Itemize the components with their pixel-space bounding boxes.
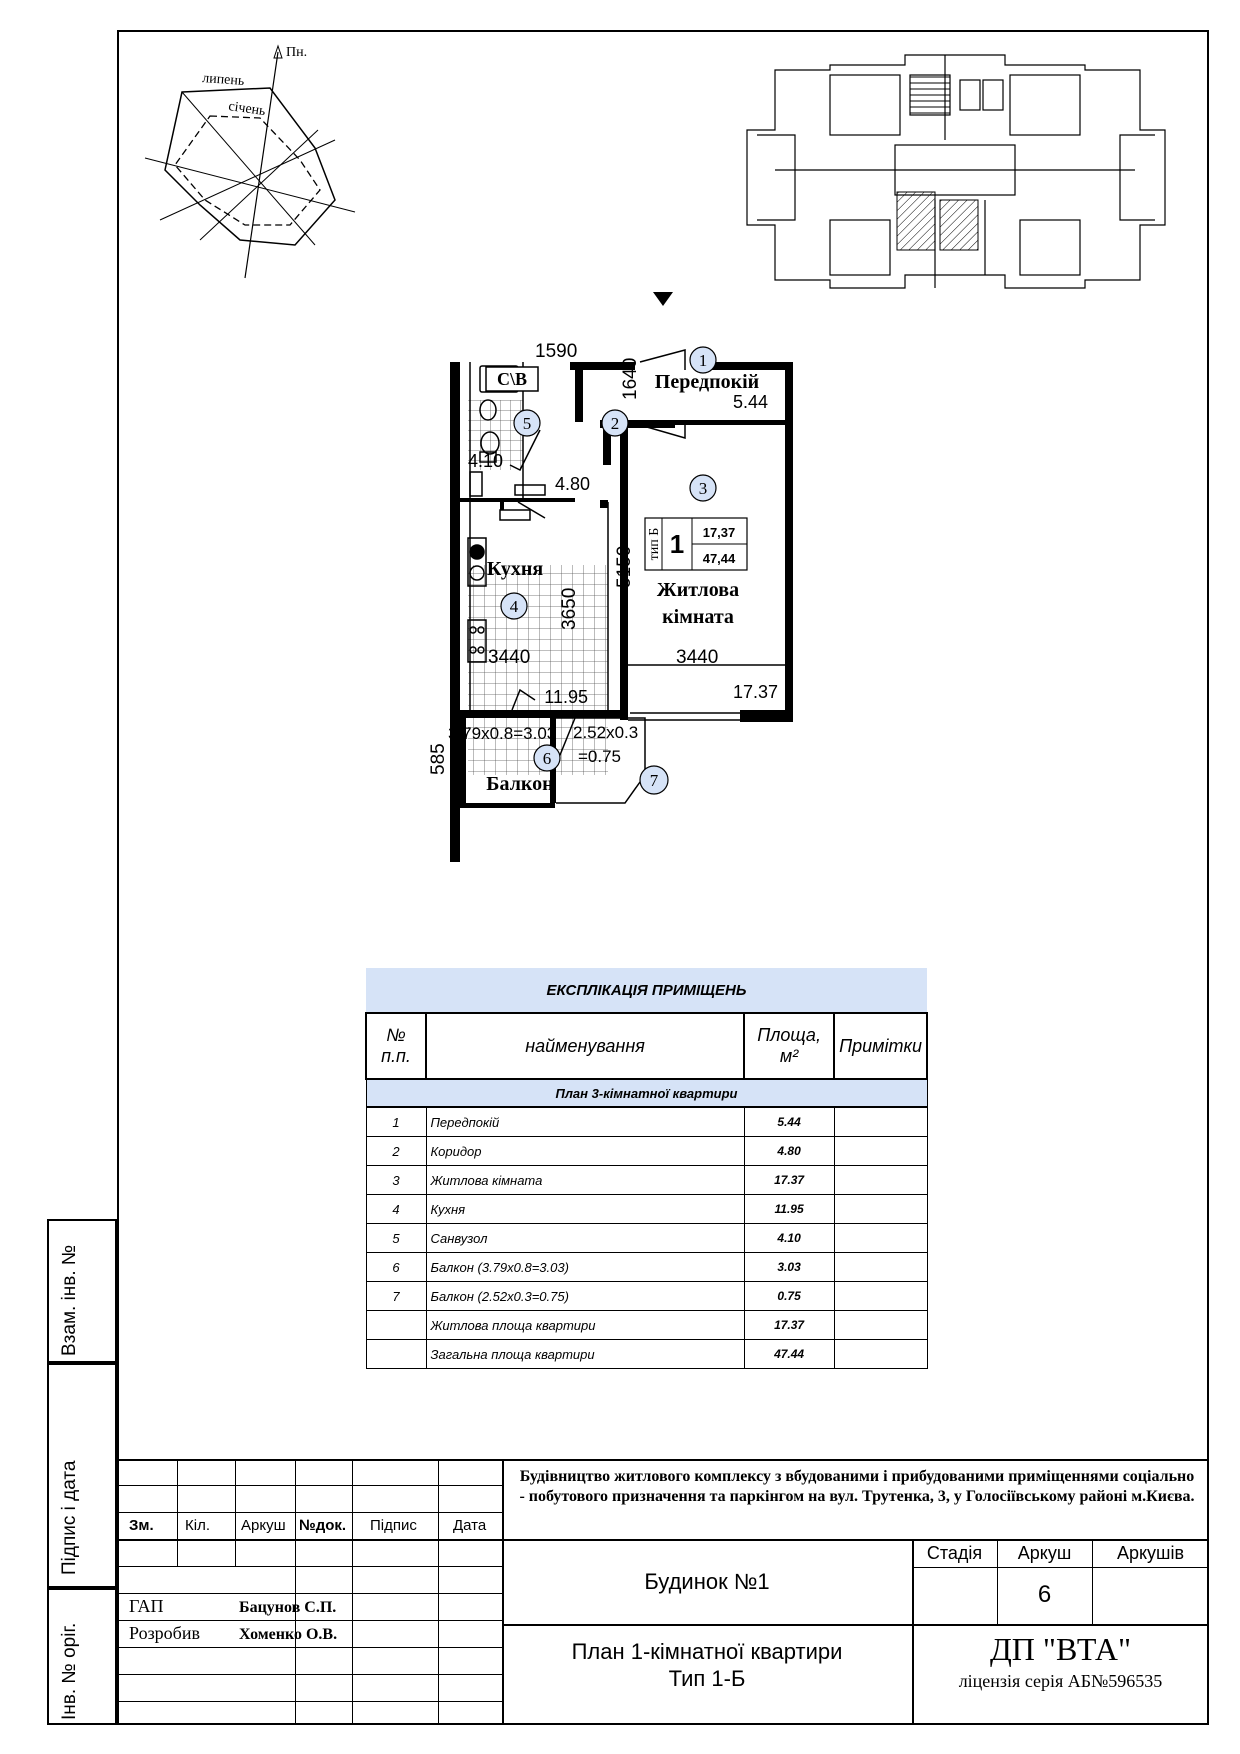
explication-header-num: № п.п. bbox=[366, 1013, 426, 1079]
license-text: ліцензія серія АБ№596535 bbox=[958, 1671, 1163, 1691]
explication-header-name: найменування bbox=[426, 1013, 744, 1079]
room-3-area: 17.37 bbox=[732, 682, 778, 702]
room-3-name-line2: кімната bbox=[662, 606, 734, 628]
gap-name: Бацунов С.П. bbox=[239, 1599, 337, 1616]
table-row: 1 Передпокій 5.44 bbox=[366, 1107, 927, 1137]
explication-header-notes: Примітки bbox=[834, 1013, 927, 1079]
room-6-name: Балкон bbox=[486, 773, 554, 795]
key-plan-apartment-highlight bbox=[897, 192, 935, 250]
bathtub-label: С\В bbox=[496, 369, 528, 389]
col-zm: Зм. bbox=[129, 1517, 154, 1534]
side-pidpys-label: Підпис і дата bbox=[59, 1460, 80, 1575]
col-arkush: Аркуш bbox=[241, 1517, 286, 1534]
stamp-rooms: 1 bbox=[669, 529, 685, 559]
room-explication-table bbox=[365, 968, 928, 1369]
dim-585: 585 bbox=[428, 743, 449, 775]
sheets-header: Аркушів bbox=[1116, 1543, 1185, 1563]
room-6-formula: 3.79x0.8=3.03 bbox=[448, 724, 557, 743]
room-2-number: 2 bbox=[610, 414, 620, 433]
table-row: Загальна площа квартири 47.44 bbox=[366, 1340, 927, 1369]
room-3-number: 3 bbox=[698, 479, 708, 498]
room-4-area: 11.95 bbox=[544, 687, 588, 707]
explication-subheader: План 3-кімнатної квартири bbox=[366, 1079, 927, 1107]
sheet-header: Аркуш bbox=[1017, 1543, 1072, 1563]
table-row: 7 Балкон (2.52x0.3=0.75) 0.75 bbox=[366, 1282, 927, 1311]
compass-january-label: січень bbox=[227, 99, 267, 120]
room-7-number: 7 bbox=[649, 771, 659, 790]
room-2-area: 4.80 bbox=[554, 474, 590, 494]
compass-north-label: Пн. bbox=[286, 45, 308, 60]
dim-3440-kitchen: 3440 bbox=[488, 647, 531, 668]
room-7-formula-line1: 2.52x0.3 bbox=[573, 723, 639, 742]
room-1-number: 1 bbox=[698, 351, 708, 370]
room-1-name: Передпокій bbox=[654, 371, 760, 393]
dim-3650: 3650 bbox=[559, 587, 580, 630]
stamp-total-area: 47,44 bbox=[702, 551, 736, 566]
table-row: 6 Балкон (3.79x0.8=3.03) 3.03 bbox=[366, 1253, 927, 1282]
table-row: 2 Коридор 4.80 bbox=[366, 1137, 927, 1166]
gap-label: ГАП bbox=[129, 1596, 164, 1616]
apartment-floor-plan bbox=[428, 320, 900, 920]
apartment-type-stamp bbox=[645, 518, 747, 570]
table-row: 4 Кухня 11.95 bbox=[366, 1195, 927, 1224]
room-4-name: Кухня bbox=[486, 558, 544, 580]
explication-header-area: Площа, м² bbox=[744, 1013, 834, 1079]
col-kil: Кіл. bbox=[185, 1517, 210, 1534]
room-4-number: 4 bbox=[509, 597, 519, 616]
floor-key-plan bbox=[735, 50, 1175, 295]
side-stamp-signature bbox=[47, 1363, 117, 1588]
stage-header: Стадія bbox=[926, 1543, 983, 1563]
explication-title: ЕКСПЛІКАЦІЯ ПРИМІЩЕНЬ bbox=[366, 968, 927, 1013]
table-row: Житлова площа квартири 17.37 bbox=[366, 1311, 927, 1340]
stamp-living-area: 17,37 bbox=[702, 525, 736, 540]
sheet-title-line1: План 1-кімнатної квартири bbox=[571, 1639, 843, 1664]
dim-5150: 5150 bbox=[614, 545, 635, 588]
table-row: 5 Санвузол 4.10 bbox=[366, 1224, 927, 1253]
col-ndok: №док. bbox=[299, 1517, 347, 1534]
room-5-area: 4.10 bbox=[467, 451, 503, 471]
project-description: Будівництво житлового комплексу з вбудованими і прибудованими приміщеннями соціально - побутового призначення та паркінгом на вул. Трутенка, 3, у Голосіївському районі м.Києва. bbox=[519, 1468, 1195, 1505]
col-data: Дата bbox=[453, 1517, 487, 1534]
table-row: 3 Житлова кімната 17.37 bbox=[366, 1166, 927, 1195]
wind-rose-diagram bbox=[140, 40, 360, 280]
stamp-type: тип Б bbox=[647, 527, 662, 561]
sheet-number: 6 bbox=[1037, 1581, 1052, 1608]
organization-name: ДП "ВТА" bbox=[989, 1631, 1132, 1667]
side-stamp-vzam bbox=[47, 1219, 117, 1363]
room-7-formula-line2: =0.75 bbox=[578, 747, 622, 766]
developer-name: Хоменко О.В. bbox=[239, 1626, 338, 1643]
room-3-name-line1: Житлова bbox=[656, 579, 740, 601]
sheet-title-line2: Тип 1-Б bbox=[668, 1666, 746, 1691]
building-label: Будинок №1 bbox=[644, 1569, 770, 1594]
compass-july-label: липень bbox=[201, 71, 245, 89]
dim-3440-living: 3440 bbox=[676, 647, 719, 668]
col-pidpys: Підпис bbox=[370, 1517, 417, 1534]
title-block bbox=[117, 1459, 1209, 1725]
room-5-number: 5 bbox=[522, 414, 532, 433]
side-vzam-label: Взам. інв. № bbox=[59, 1244, 80, 1356]
dim-1590: 1590 bbox=[535, 341, 578, 362]
room-6-number: 6 bbox=[542, 749, 552, 768]
side-stamp-inv bbox=[47, 1588, 117, 1725]
developer-label: Розробив bbox=[129, 1623, 200, 1643]
room-1-area: 5.44 bbox=[732, 392, 768, 412]
kitchen-floor-tiles bbox=[468, 565, 608, 775]
side-inv-label: Інв. № оріг. bbox=[59, 1622, 80, 1720]
dim-1640: 1640 bbox=[620, 357, 641, 400]
